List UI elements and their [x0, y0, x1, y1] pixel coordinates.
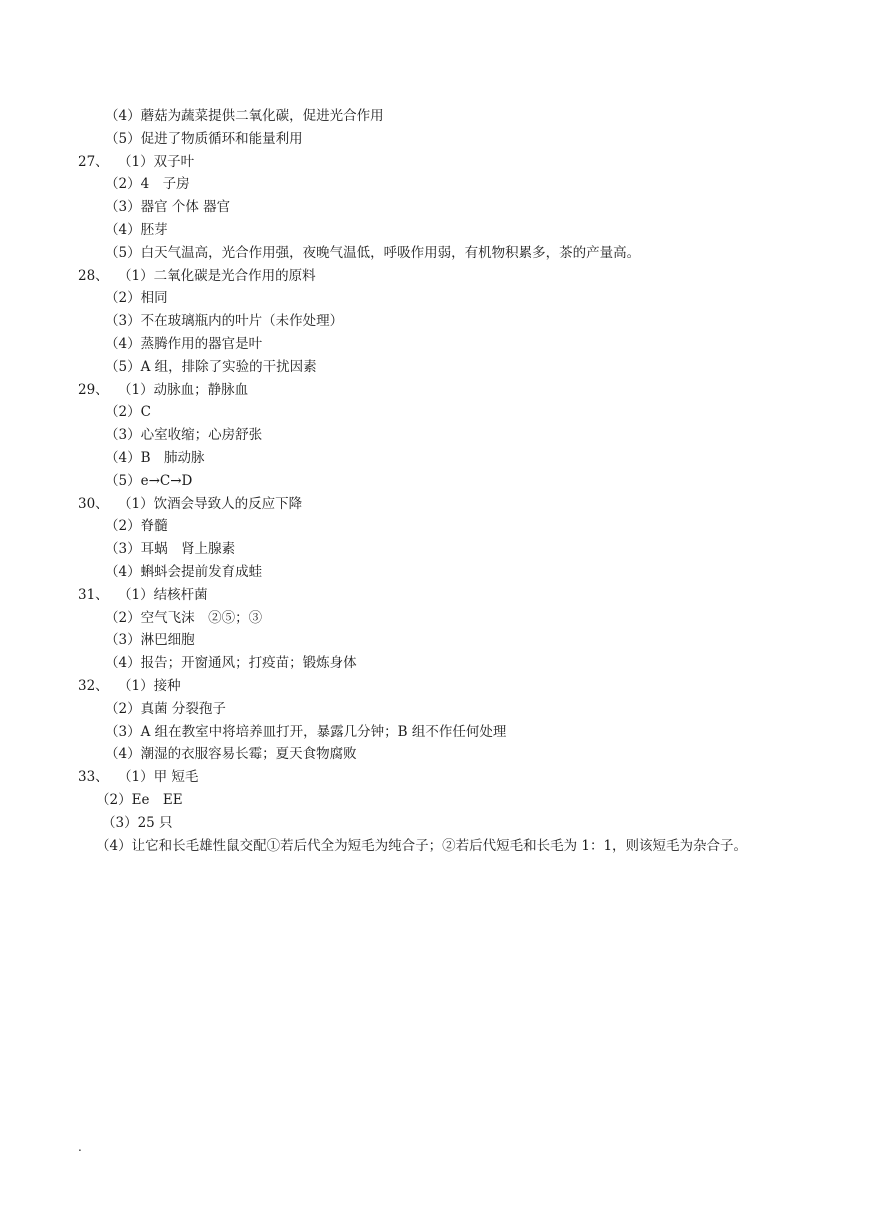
answer-line	[78, 356, 798, 379]
answer-text: （2）4 子房	[105, 176, 190, 193]
question-29	[78, 379, 798, 402]
answer-text: （4）胚芽	[105, 221, 168, 238]
answer-line	[78, 743, 798, 766]
answer-text: （3）25 只	[102, 814, 173, 831]
question-number: 31、	[78, 586, 109, 603]
answer-line	[78, 652, 798, 675]
answer-text: （1）饮酒会导致人的反应下降	[118, 495, 303, 512]
answer-line	[78, 287, 798, 310]
answer-text: （1）动脉血；静脉血	[118, 381, 249, 398]
answer-text: （4）蘑菇为蔬菜提供二氧化碳，促进光合作用	[105, 108, 384, 124]
answer-line	[78, 333, 798, 356]
answer-text: （5）促进了物质循环和能量利用	[105, 130, 303, 147]
question-32	[78, 675, 798, 698]
answer-text: （5）e→C→D	[105, 472, 193, 489]
answer-text: （3）耳蜗 肾上腺素	[105, 541, 236, 558]
question-number: 28、	[78, 267, 109, 284]
question-number: 30、	[78, 495, 109, 512]
answer-line	[78, 561, 798, 584]
answer-text: （2）相同	[105, 290, 168, 307]
question-31	[78, 584, 798, 607]
answer-line	[78, 401, 798, 424]
question-33	[78, 766, 798, 789]
answer-text: （1）二氧化碳是光合作用的原料	[118, 267, 316, 284]
answer-text: （4）蝌蚪会提前发育成蛙	[105, 563, 263, 580]
answer-text: （4）潮湿的衣服容易长霉；夏天食物腐败	[105, 746, 357, 763]
answer-text: （2）真菌 分裂孢子	[105, 700, 226, 717]
answer-line	[78, 447, 798, 470]
answer-line	[78, 105, 798, 128]
answer-text: （2）脊髓	[105, 518, 168, 535]
answer-text: （1）接种	[118, 677, 181, 694]
answer-text: （5）白天气温高，光合作用强，夜晚气温低，呼吸作用弱，有机物积累多，茶的产量高。	[105, 244, 641, 261]
question-number: 29、	[78, 381, 109, 398]
answer-text: （1）甲 短毛	[118, 769, 199, 786]
answer-text: （2）Ee EE	[96, 791, 183, 808]
answer-text: （2）C	[105, 404, 151, 421]
answer-text: （3）淋巴细胞	[105, 632, 195, 649]
answer-line-wrapped	[78, 835, 792, 858]
answer-text: （2）空气飞沫 ②⑤；③	[105, 609, 263, 626]
answer-text: （3）器官 个体 器官	[105, 199, 231, 216]
answer-line	[78, 470, 798, 493]
answer-text: （5）A 组，排除了实验的干扰因素	[105, 358, 317, 375]
answer-line	[78, 173, 798, 196]
answer-text: （4）蒸腾作用的器官是叶	[105, 335, 263, 352]
answer-text: （4）报告；开窗通风；打疫苗；锻炼身体	[105, 655, 357, 672]
answer-line	[78, 196, 798, 219]
answer-text: （3）心室收缩；心房舒张	[105, 427, 263, 444]
question-27	[78, 151, 798, 174]
answer-line	[78, 698, 798, 721]
answer-line	[78, 310, 798, 333]
answer-text: （1）结核杆菌	[118, 586, 208, 603]
answer-line	[78, 219, 798, 242]
answer-line	[78, 242, 798, 265]
answer-line	[78, 789, 798, 812]
answer-list	[78, 105, 798, 857]
question-28	[78, 265, 798, 288]
answer-line	[78, 538, 798, 561]
answer-text: （3）A 组在教室中将培养皿打开，暴露几分钟；B 组不作任何处理	[105, 723, 507, 740]
answer-line	[78, 812, 798, 835]
question-30	[78, 493, 798, 516]
question-number: 27、	[78, 153, 109, 170]
answer-line	[78, 515, 798, 538]
footer-mark: .	[78, 1140, 82, 1154]
question-number: 33、	[78, 769, 109, 786]
answer-line	[78, 721, 798, 744]
question-number: 32、	[78, 677, 109, 694]
answer-line	[78, 607, 798, 630]
answer-text: （4）让它和长毛雄性鼠交配①若后代全为短毛为纯合子；②若后代短毛和长毛为 1：1，则该短毛为杂合子。	[96, 837, 748, 854]
answer-text: （1）双子叶	[118, 153, 195, 170]
answer-text: （3）不在玻璃瓶内的叶片（未作处理）	[105, 313, 344, 330]
answer-text: （4）B 肺动脉	[105, 449, 205, 466]
answer-line	[78, 629, 798, 652]
answer-line	[78, 128, 798, 151]
answer-line	[78, 424, 798, 447]
